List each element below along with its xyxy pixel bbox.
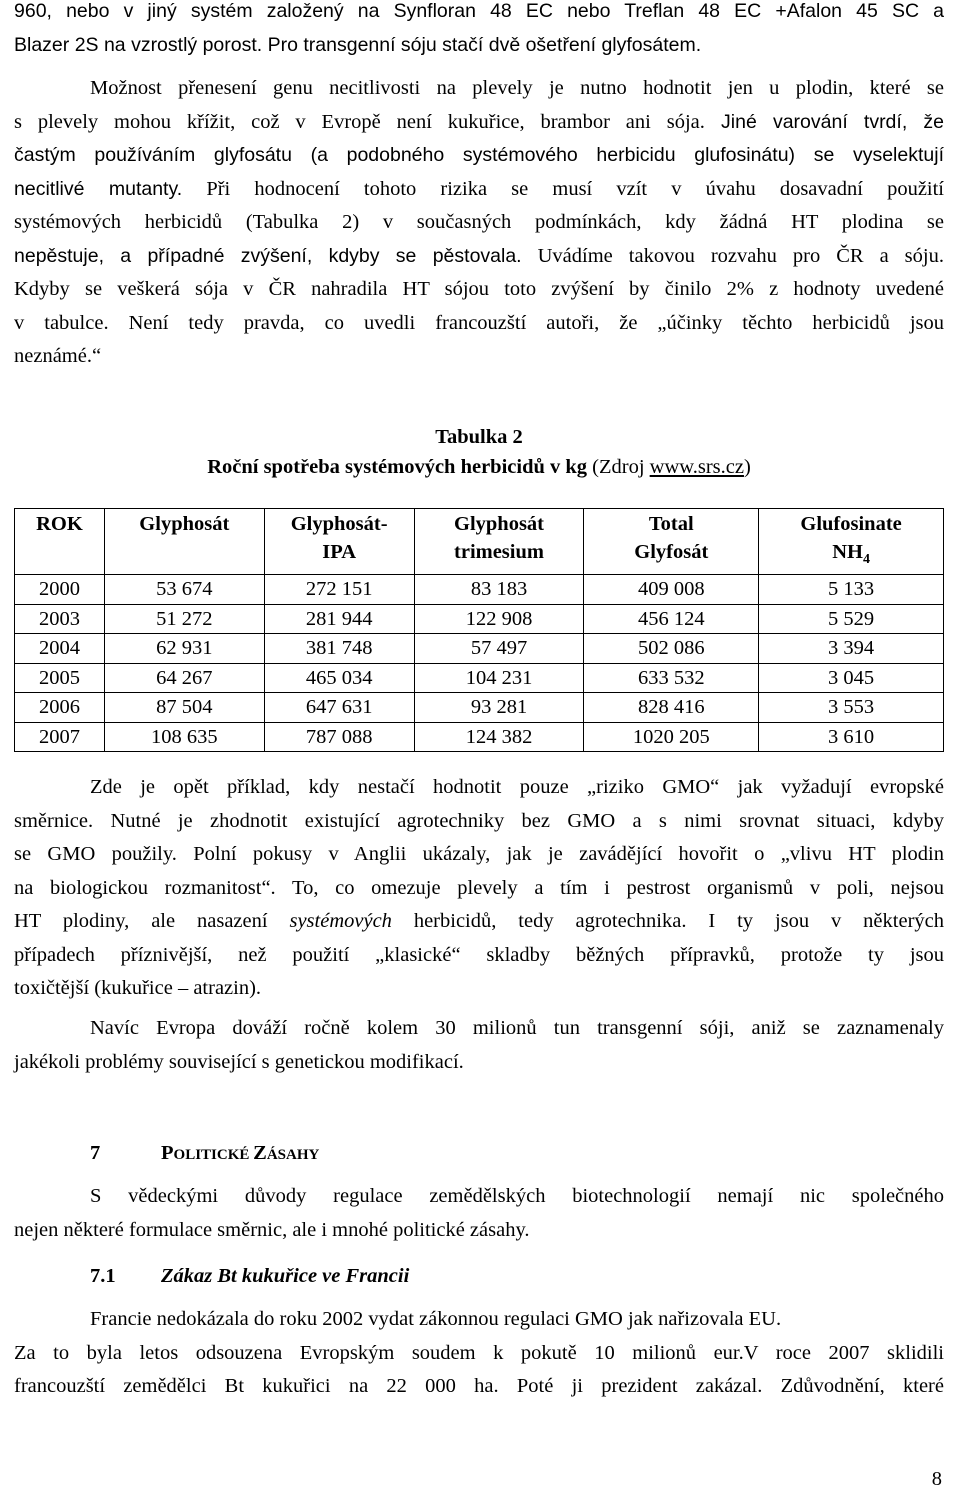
table-cell: 51 272 (104, 604, 264, 634)
table-cell: 53 674 (104, 575, 264, 605)
table-row (15, 693, 944, 723)
text-line (14, 173, 944, 207)
table-cell: 281 944 (264, 604, 414, 634)
text-line: HT plodiny, ale nasazení systémových herbicidů, tedy agrotechnika. I ty jsou v některých (14, 910, 944, 932)
header-cell-glufosinate: Glufosinate $NH_4$ (759, 509, 944, 575)
text-span: Uvádíme takovou rozvahu pro ČR a sóju. (521, 244, 944, 267)
text-line: Zde je opět příklad, kdy nestačí hodnotit pouze „riziko GMO“ jak vyžadují evropské (90, 776, 944, 798)
text-line: Francie nedokázala do roku 2002 vydat zákonnou regulaci GMO jak nařizovala EU. (90, 1308, 782, 1330)
table-row (15, 722, 944, 752)
text-span: necitlivé mutanty. (14, 177, 183, 200)
text-line: častým používáním glyfosátu (a podobného systémového herbicidu glufosinátu) se vyselektují (14, 144, 944, 166)
text-line: v tabulce. Není tedy pravda, co uvedli francouzští autoři, že „účinky těchto herbicidů jsou (14, 311, 944, 334)
header-cell-glyphosat: Glyphosát (104, 509, 264, 575)
caption-source-end: ) (743, 456, 751, 478)
table-title: Tabulka 2 (435, 426, 523, 448)
text-line: nejen některé formulace směrnic, ale i mnohé politické zásahy. (14, 1218, 530, 1241)
table-cell: 787 088 (264, 722, 414, 752)
table-cell: 3 553 (759, 693, 944, 723)
text-span: Při hodnocení tohoto rizika se musí vzít v úvahu dosavadní použití (182, 177, 944, 200)
table-cell: 5 529 (759, 604, 944, 634)
table-cell: 5 133 (759, 575, 944, 605)
table-row (15, 663, 944, 693)
section-heading-7-1 (14, 1259, 944, 1293)
source-link[interactable]: www.srs.cz (649, 456, 744, 478)
table-cell: 122 908 (414, 604, 584, 634)
section7-paragraph (14, 1180, 944, 1247)
text-line: směrnice. Nutné je zhodnotit existující agrotechniky bez GMO a s nimi srovnat situaci, kdyby (14, 809, 944, 832)
table-row (15, 634, 944, 664)
table-cell: 64 267 (104, 663, 264, 693)
table-cell: 409 008 (584, 575, 759, 605)
risk-paragraph (14, 72, 944, 374)
header-cell-glyphosat-ipa: Glyphosát- IPA (264, 509, 414, 575)
text-line: Možnost přenesení genu necitlivosti na plevely je nutno hodnotit jen u plodin, které se (90, 77, 944, 99)
header-cell-total-glyfosat: Total Glyfosát (584, 509, 759, 575)
caption-source: (Zdroj (587, 456, 650, 478)
table-cell: 502 086 (584, 634, 759, 664)
table-cell: 2000 (15, 575, 105, 605)
section-heading-7 (14, 1136, 944, 1170)
text-line: Navíc Evropa dováží ročně kolem 30 milionů tun transgenní sóji, aniž se zaznamenaly (90, 1017, 944, 1039)
section-title: POLITICKÉ ZÁSAHY (161, 1142, 320, 1164)
text-line: jakékoli problémy související s genetickou modifikací. (14, 1050, 464, 1073)
table-cell: 57 497 (414, 634, 584, 664)
italic-word: systémových (289, 910, 392, 932)
subsection-number: 7.1 (90, 1265, 116, 1287)
table-cell: 2004 (15, 634, 105, 664)
table-cell: 272 151 (264, 575, 414, 605)
text-line: toxičtější (kukuřice – atrazin). (14, 977, 262, 999)
table-cell: 104 231 (414, 663, 584, 693)
table-caption (14, 450, 944, 484)
text-line: případech příznivější, než použití „klasické“ skladby běžných přípravků, protože ty jsou (14, 943, 944, 966)
table-cell: 124 382 (414, 722, 584, 752)
table-cell: 1020 205 (584, 722, 759, 752)
text-line: francouzští zemědělci Bt kukuřici na 22 000 ha. Poté ji prezident zakázal. Zdůvodnění, které (14, 1375, 944, 1397)
table-cell: 93 281 (414, 693, 584, 723)
table-cell: 465 034 (264, 663, 414, 693)
table-cell: 62 931 (104, 634, 264, 664)
table-cell: 381 748 (264, 634, 414, 664)
text-line: 960, nebo v jiný systém založený na Synfloran 48 EC nebo Treflan 48 EC +Afalon 45 SC a (14, 0, 944, 22)
table-cell: 3 394 (759, 634, 944, 664)
table-cell: 633 532 (584, 663, 759, 693)
table-row (15, 575, 944, 605)
table-header-row (15, 509, 944, 575)
text-line: systémových herbicidů (Tabulka 2) v současných podmínkách, kdy žádná HT plodina se (14, 211, 944, 233)
page-number: 8 (931, 1468, 942, 1490)
text-line: Kdyby se veškerá sója v ČR nahradila HT sójou toto zvýšení by činilo 2% z hodnoty uvedené (14, 278, 944, 300)
text-line: neznámé.“ (14, 345, 102, 367)
table-cell: 83 183 (414, 575, 584, 605)
table-row (15, 604, 944, 634)
text-span: s plevely mohou křížit, což v Evropě není kukuřice, brambor ani sója. (14, 110, 705, 133)
subsection-title: Zákaz Bt kukuřice ve Francii (161, 1265, 410, 1287)
text-line: Blazer 2S na vzrostlý porost. Pro transgenní sóju stačí dvě ošetření glyfosátem. (14, 33, 702, 56)
text-line (14, 240, 944, 274)
table-cell: 647 631 (264, 693, 414, 723)
text-span: nepěstuje, a případné zvýšení, kdyby se pěstovala. (14, 244, 522, 267)
section71-paragraph (14, 1303, 944, 1404)
text-line: na biologickou rozmanitost“. To, co omezuje plevely a tím i pestrost organismů v poli, nejsou (14, 876, 944, 899)
intro-paragraph (14, 0, 944, 62)
section-number: 7 (90, 1142, 101, 1164)
table-cell: 2007 (15, 722, 105, 752)
table-cell: 2005 (15, 663, 105, 693)
table-cell: 108 635 (104, 722, 264, 752)
header-cell-rok: ROK (15, 509, 105, 575)
gmo-risk-paragraph (14, 771, 944, 1006)
herbicide-table (14, 508, 944, 752)
header-cell-glyphosat-trimesium: Glyphosát trimesium (414, 509, 584, 575)
table-cell: 2003 (15, 604, 105, 634)
caption-text: Roční spotřeba systémových herbicidů v kg (207, 456, 588, 478)
text-line: Za to byla letos odsouzena Evropským soudem k pokutě 10 milionů eur.V roce 2007 sklidili (14, 1341, 944, 1364)
table-cell: 456 124 (584, 604, 759, 634)
table-cell: 828 416 (584, 693, 759, 723)
text-line (14, 106, 944, 140)
table-cell: 3 045 (759, 663, 944, 693)
import-paragraph (14, 1012, 944, 1079)
text-line: S vědeckými důvody regulace zemědělských biotechnologií nemají nic společného (90, 1185, 944, 1207)
table-cell: 3 610 (759, 722, 944, 752)
table-cell: 87 504 (104, 693, 264, 723)
text-span: Jiné varování tvrdí, že (704, 110, 944, 133)
text-line: se GMO použily. Polní pokusy v Anglii ukázaly, jak je zavádějící hovořit o „vlivu HT plodin (14, 843, 944, 865)
table-cell: 2006 (15, 693, 105, 723)
